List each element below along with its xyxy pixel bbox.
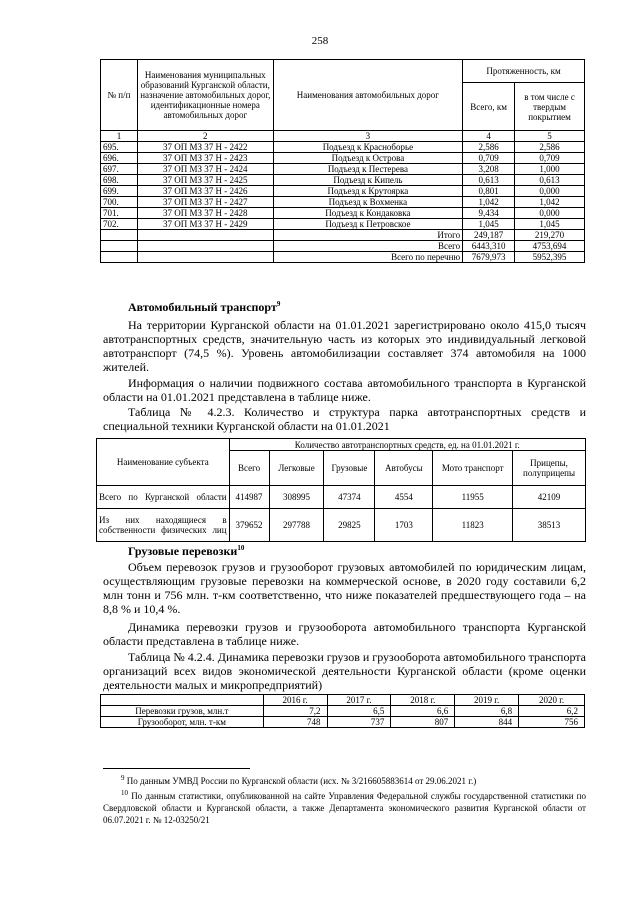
table-row [101,153,585,164]
row-label: Перевозки грузов, млн.т [101,706,264,717]
road-name: Подъезд к Острова [273,153,462,164]
summary-label: Всего [273,241,462,252]
cell-value: 38513 [513,509,586,542]
table-row [101,186,585,197]
road-total: 2,586 [463,142,515,153]
road-id: 37 ОП МЗ 37 Н - 2422 [137,142,273,153]
table-caption: Таблица № 4.2.4. Динамика перевозки грузов и грузооборота автомобильного транспорта организаций всех видов экономической деятельности Курганской области (кроме оценки деятельности малых и микропредприятий) [103,650,587,692]
summary-total: 7679,973 [463,252,515,263]
column-header: Легковые [269,451,324,486]
col-number: 1 [101,131,138,142]
roads-table [100,59,585,263]
col-number: 3 [273,131,462,142]
road-total: 1,042 [463,197,515,208]
road-paved: 1,042 [515,197,585,208]
column-header: Грузовые [324,451,375,486]
road-total: 1,045 [463,219,515,230]
road-name: Подъезд к Пестерева [273,164,462,175]
paragraph: Динамика перевозки грузов и грузооборота автомобильного транспорта Курганской области представлена в таблице ниже. [103,620,586,648]
row-num: 695. [101,142,138,153]
road-name: Подъезд к Вохменка [273,197,462,208]
road-name: Подъезд к Кондаковка [273,208,462,219]
cell-value: 6,8 [455,706,519,717]
row-num: 697. [101,164,138,175]
road-id: 37 ОП МЗ 37 Н - 2427 [137,197,273,208]
cell-value: 737 [327,717,391,728]
year-header: 2019 г. [455,695,519,706]
cell-value: 297788 [269,509,324,542]
cell-value: 1703 [375,509,433,542]
summary-row [101,230,585,241]
summary-paved: 219,270 [515,230,585,241]
road-paved: 2,586 [515,142,585,153]
table-caption: Таблица № 4.2.3. Количество и структура парка автотранспортных средств и специальной техники Курганской области на 01.01.2021 [103,405,586,433]
table-row [101,208,585,219]
table-row [101,164,585,175]
cell-value: 11823 [433,509,513,542]
cell-value: 748 [263,717,327,728]
table-row [101,219,585,230]
road-total: 3,208 [463,164,515,175]
row-num: 699. [101,186,138,197]
road-total: 9,434 [463,208,515,219]
cell-value: 42109 [513,486,586,509]
paragraph: Информация о наличии подвижного состава автомобильного транспорта в Курганской области на 01.01.2021 представлена в таблице ниже. [103,376,586,404]
col-number: 2 [137,131,273,142]
summary-total: 6443,310 [463,241,515,252]
header-road-name: Наименования автомобильных дорог [273,60,462,131]
header-total: Всего, км [463,83,515,131]
road-name: Подъезд к Кипель [273,175,462,186]
table-row [101,197,585,208]
row-num: 696. [101,153,138,164]
paragraph: Объем перевозок грузов и грузооборот грузовых автомобилей по юридическим лицам, осуществляющим грузовые перевозки на коммерческой основе, в 2020 году составили 6,2 млн тонн и 756 млн. т-км соответственно, что ниже показателей предшествующего года – на 8,8 % и 10,4 %. [103,560,586,616]
cell-value: 7,2 [263,706,327,717]
summary-paved: 4753,694 [515,241,585,252]
table-row [101,175,585,186]
road-name: Подъезд к Крутоярка [273,186,462,197]
col-number: 5 [515,131,585,142]
cell-value: 47374 [324,486,375,509]
table-row [101,142,585,153]
row-num: 702. [101,219,138,230]
cargo-table [100,694,585,728]
cell-value: 6,6 [391,706,455,717]
road-id: 37 ОП МЗ 37 Н - 2426 [137,186,273,197]
cell-value: 6,2 [519,706,585,717]
summary-label: Всего по перечню [273,252,462,263]
header-length-group: Протяженность, км [463,60,585,83]
road-total: 0,613 [463,175,515,186]
cell-value: 308995 [269,486,324,509]
year-header: 2018 г. [391,695,455,706]
header-group: Количество автотранспортных средств, ед. на 01.01.2021 г. [229,439,585,451]
cell-value: 29825 [324,509,375,542]
column-header: Автобусы [375,451,433,486]
footnote: $^{10}$ По данным статистики, опубликованной на сайте Управления Федеральной службы государственной статистики по Свердловской области и Курганской области, а также Департамента экономического развития Курганской области от 06.07.2021 г. № 12-03250/21 [103,789,586,825]
road-name: Подъезд к Красноборье [273,142,462,153]
section-heading-cargo: Грузовые перевозки$^{10}$ [128,544,245,558]
summary-row [101,252,585,263]
row-label: Всего по Курганской области [97,486,230,509]
footnote-separator [103,768,250,769]
road-paved: 0,709 [515,153,585,164]
road-id: 37 ОП МЗ 37 Н - 2423 [137,153,273,164]
cell-value: 379652 [229,509,269,542]
road-name: Подъезд к Петровское [273,219,462,230]
column-header: Мото транспорт [433,451,513,486]
header-municipal: Наименования муниципальных образований Курганской области, назначение автомобильных дорог, идентификационные номера автомобильных дорог [137,60,273,131]
cell-value: 414987 [229,486,269,509]
year-header: 2016 г. [263,695,327,706]
cell-value: 807 [391,717,455,728]
road-paved: 0,000 [515,208,585,219]
header-num: № п/п [101,60,138,131]
header-subject: Наименование субъекта [97,439,230,486]
row-label: Грузооборот, млн. т-км [101,717,264,728]
table-row [97,486,586,509]
cell-value: 11955 [433,486,513,509]
year-header: 2020 г. [519,695,585,706]
summary-total: 249,187 [463,230,515,241]
road-paved: 1,045 [515,219,585,230]
table-row [97,509,586,542]
row-num: 701. [101,208,138,219]
summary-row [101,241,585,252]
road-paved: 0,000 [515,186,585,197]
page-number: 258 [311,35,329,47]
section-heading-auto: Автомобильный транспорт$^9$ [128,300,281,314]
col-number: 4 [463,131,515,142]
paragraph: На территории Курганской области на 01.01.2021 зарегистрировано около 415,0 тысяч автотранспортных средств, значительную часть из которых это индивидуальный легковой автотранспорт (74,5 %). Уровень автомобилизации составляет 374 автомобиля на 1000 жителей. [103,318,586,374]
road-total: 0,709 [463,153,515,164]
column-header: Всего [229,451,269,486]
table-row [101,717,585,728]
summary-label: Итого [273,230,462,241]
cell-value: 6,5 [327,706,391,717]
year-header: 2017 г. [327,695,391,706]
road-id: 37 ОП МЗ 37 Н - 2428 [137,208,273,219]
road-paved: 0,613 [515,175,585,186]
road-total: 0,801 [463,186,515,197]
road-id: 37 ОП МЗ 37 Н - 2425 [137,175,273,186]
road-paved: 1,000 [515,164,585,175]
footnote: $^9$ По данным УМВД России по Курганской области (исх. № 3/216605883614 от 29.06.2021 г.) [121,774,477,786]
header-paved: в том числе с твердым покрытием [515,83,585,131]
road-id: 37 ОП МЗ 37 Н - 2424 [137,164,273,175]
summary-paved: 5952,395 [515,252,585,263]
cell-value: 4554 [375,486,433,509]
cell-value: 756 [519,717,585,728]
table-row [101,706,585,717]
row-num: 700. [101,197,138,208]
cell-value: 844 [455,717,519,728]
row-num: 698. [101,175,138,186]
column-header: Прицепы, полуприцепы [513,451,586,486]
road-id: 37 ОП МЗ 37 Н - 2429 [137,219,273,230]
fleet-table [96,438,586,542]
row-label: Из них находящиеся в собственности физических лиц [97,509,230,542]
